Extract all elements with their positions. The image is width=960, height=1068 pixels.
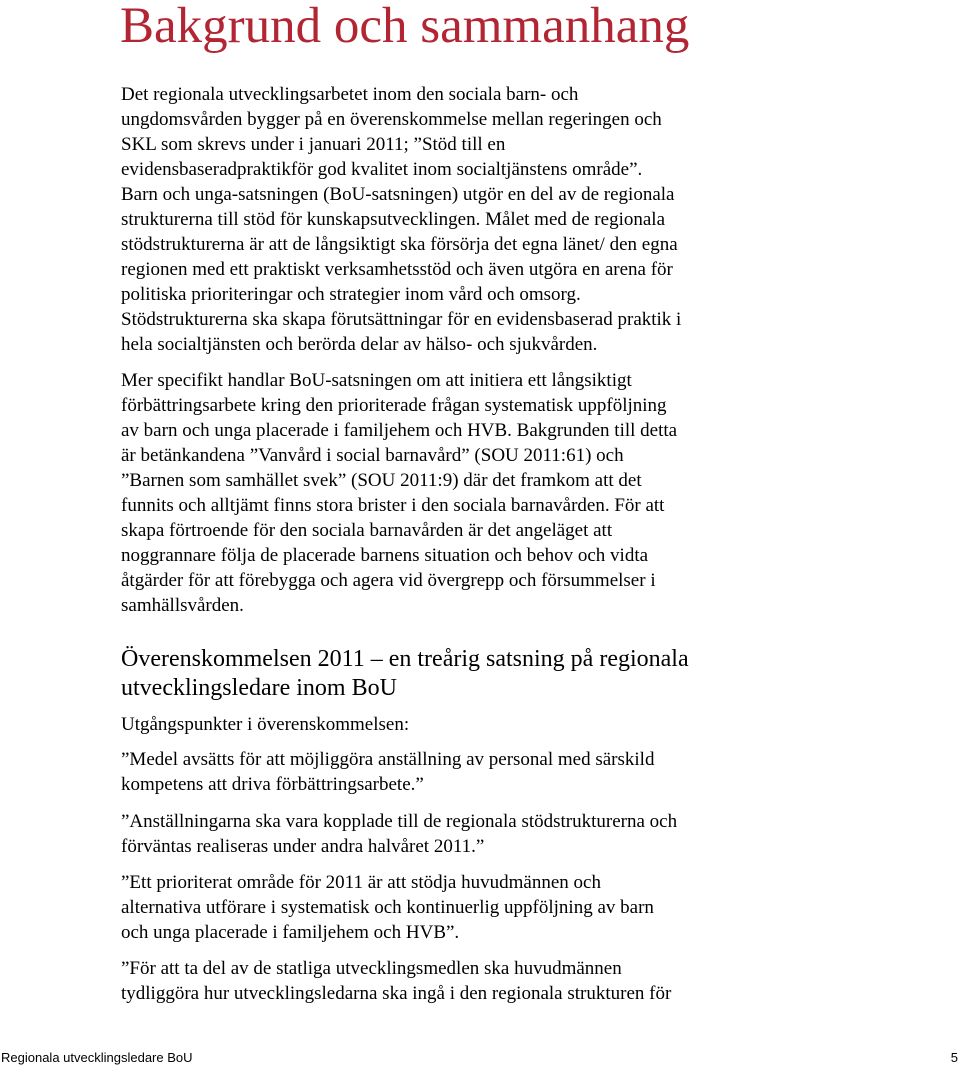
text-line: ”Barnen som samhället svek” (SOU 2011:9) där det framkom att det bbox=[121, 470, 642, 491]
quote-priority-area bbox=[121, 870, 951, 945]
text-line: tydliggöra hur utvecklingsledarna ska ingå i den regionala strukturen för bbox=[121, 983, 672, 1004]
text-line: Stödstrukturerna ska skapa förutsättningar för en evidensbaserad praktik i bbox=[121, 309, 682, 330]
text-line: förbättringsarbete kring den prioriterade frågan systematisk uppföljning bbox=[121, 395, 667, 416]
text-line: ”För att ta del av de statliga utvecklingsmedlen ska huvudmännen bbox=[121, 958, 622, 979]
footer-document-name: Regionala utvecklingsledare BoU bbox=[1, 1050, 193, 1065]
text-line: åtgärder för att förebygga och agera vid övergrepp och försummelser i bbox=[121, 570, 656, 591]
intro-line: Utgångspunkter i överenskommelsen: bbox=[121, 714, 410, 735]
text-line: ungdomsvården bygger på en överenskommelse mellan regeringen och bbox=[121, 109, 662, 130]
text-line: kompetens att driva förbättringsarbete.” bbox=[121, 774, 424, 795]
text-line: förväntas realiseras under andra halvåret 2011.” bbox=[121, 836, 485, 857]
paragraph-background bbox=[121, 82, 951, 357]
quote-employment bbox=[121, 809, 951, 859]
text-line: funnits och alltjämt finns stora brister i den sociala barnavården. För att bbox=[121, 495, 665, 516]
text-line: Barn och unga-satsningen (BoU-satsningen) utgör en del av de regionala bbox=[121, 184, 675, 205]
footer-page-number: 5 bbox=[950, 1050, 958, 1065]
quote-development-funds bbox=[121, 956, 951, 1006]
text-line: Det regionala utvecklingsarbetet inom den sociala barn- och bbox=[121, 84, 579, 105]
text-line: och unga placerade i familjehem och HVB”. bbox=[121, 922, 460, 943]
text-line: samhällsvården. bbox=[121, 595, 244, 616]
text-line: av barn och unga placerade i familjehem och HVB. Bakgrunden till detta bbox=[121, 420, 678, 441]
text-line: är betänkandena ”Vanvård i social barnavård” (SOU 2011:61) och bbox=[121, 445, 624, 466]
text-line: regionen med ett praktiskt verksamhetsstöd och även utgöra en arena för bbox=[121, 259, 673, 280]
text-line: stödstrukturerna är att de långsiktigt ska försörja det egna länet/ den egna bbox=[121, 234, 678, 255]
page-title: Bakgrund och sammanhang bbox=[120, 0, 690, 54]
paragraph-bou-initiative bbox=[121, 368, 951, 618]
text-line: SKL som skrevs under i januari 2011; ”Stöd till en bbox=[121, 134, 506, 155]
heading-line: Överenskommelsen 2011 – en treårig satsning på regionala bbox=[121, 646, 689, 672]
text-line: politiska prioriteringar och strategier inom vård och omsorg. bbox=[121, 284, 581, 305]
heading-line: utvecklingsledare inom BoU bbox=[121, 675, 397, 701]
text-line: strukturerna till stöd för kunskapsutvecklingen. Målet med de regionala bbox=[121, 209, 665, 230]
text-line: skapa förtroende för den sociala barnavården är det angeläget att bbox=[121, 520, 613, 541]
text-line: alternativa utförare i systematisk och kontinuerlig uppföljning av barn bbox=[121, 897, 654, 918]
text-line: noggrannare följa de placerade barnens situation och behov och vidta bbox=[121, 545, 649, 566]
text-line: evidensbaseradpraktikför god kvalitet inom socialtjänstens område”. bbox=[121, 159, 643, 180]
text-line: ”Ett prioriterat område för 2011 är att stödja huvudmännen och bbox=[121, 872, 601, 893]
quote-funding bbox=[121, 747, 951, 797]
text-line: ”Medel avsätts för att möjliggöra anställning av personal med särskild bbox=[121, 749, 655, 770]
text-line: Mer specifikt handlar BoU-satsningen om att initiera ett långsiktigt bbox=[121, 370, 632, 391]
text-line: hela socialtjänsten och berörda delar av hälso- och sjukvården. bbox=[121, 334, 598, 355]
text-line: ”Anställningarna ska vara kopplade till de regionala stödstrukturerna och bbox=[121, 811, 678, 832]
section-heading bbox=[121, 645, 689, 703]
